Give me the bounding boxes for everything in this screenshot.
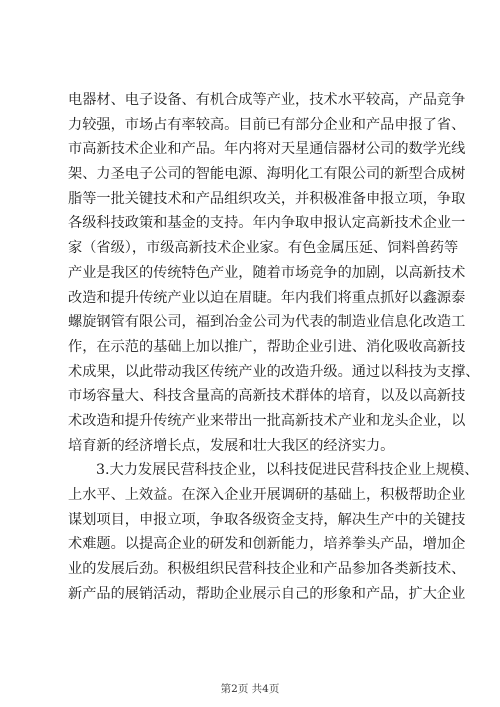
body-line: 改造和提升传统产业以迫在眉睫。年内我们将重点抓好以鑫源泰	[68, 289, 466, 306]
body-line: 术改造和提升传统产业来带出一批高新技术产业和龙头企业，以	[68, 412, 466, 429]
body-line: 市高新技术企业和产品。年内将对天星通信器材公司的数学光线	[68, 141, 466, 158]
body-line: 产业是我区的传统特色产业，随着市场竞争的加剧，以高新技术	[68, 264, 466, 281]
body-line: 作，在示范的基础上加以推广，帮助企业引进、消化吸收高新技	[68, 338, 466, 355]
body-line: 各级科技政策和基金的支持。年内争取申报认定高新技术企业一	[68, 215, 466, 232]
body-line: 电器材、电子设备、有机合成等产业，技术水平较高，产品竞争	[68, 92, 466, 108]
body-line: 术难题。以提高企业的研发和创新能力，培养拳头产品，增加企	[68, 536, 466, 553]
body-line: 力较强，市场占有率较高。目前已有部分企业和产品申报了省、	[68, 116, 466, 133]
body-line: 上水平、上效益。在深入企业开展调研的基础上，积极帮助企业	[68, 487, 466, 503]
body-line: 市场容量大、科技含量高的高新技术群体的培育，以及以高新技	[68, 388, 466, 405]
body-line: 架、力圣电子公司的智能电源、海明化工有限公司的新型合成树	[68, 166, 466, 183]
body-line: 谋划项目，申报立项，争取各级资金支持，解决生产中的关键技	[68, 511, 466, 528]
body-line: 螺旋钢管有限公司，福到冶金公司为代表的制造业信息化改造工	[68, 314, 466, 331]
body-line: 新产品的展销活动，帮助企业展示自己的形象和产品，扩大企业	[68, 585, 466, 602]
body-line: 脂等一批关键技术和产品组织攻关，并积极准备申报立项，争取	[68, 190, 466, 207]
body-line: 术成果，以此带动我区传统产业的改造升级。通过以科技为支撑、	[68, 363, 480, 380]
body-line: 培育新的经济增长点，发展和壮大我区的经济实力。	[68, 437, 395, 454]
body-line: 业的发展后劲。积极组织民营科技企业和产品参加各类新技术、	[68, 561, 466, 578]
body-line: 家（省级），市级高新技术企业家。有色金属压延、饲料兽药等	[68, 240, 459, 257]
section-heading-line: 3.大力发展民营科技企业，以科技促进民营科技企业上规模、	[96, 462, 479, 479]
page-number-footer: 第2页 共4页	[220, 683, 280, 695]
document-body	[68, 88, 480, 606]
